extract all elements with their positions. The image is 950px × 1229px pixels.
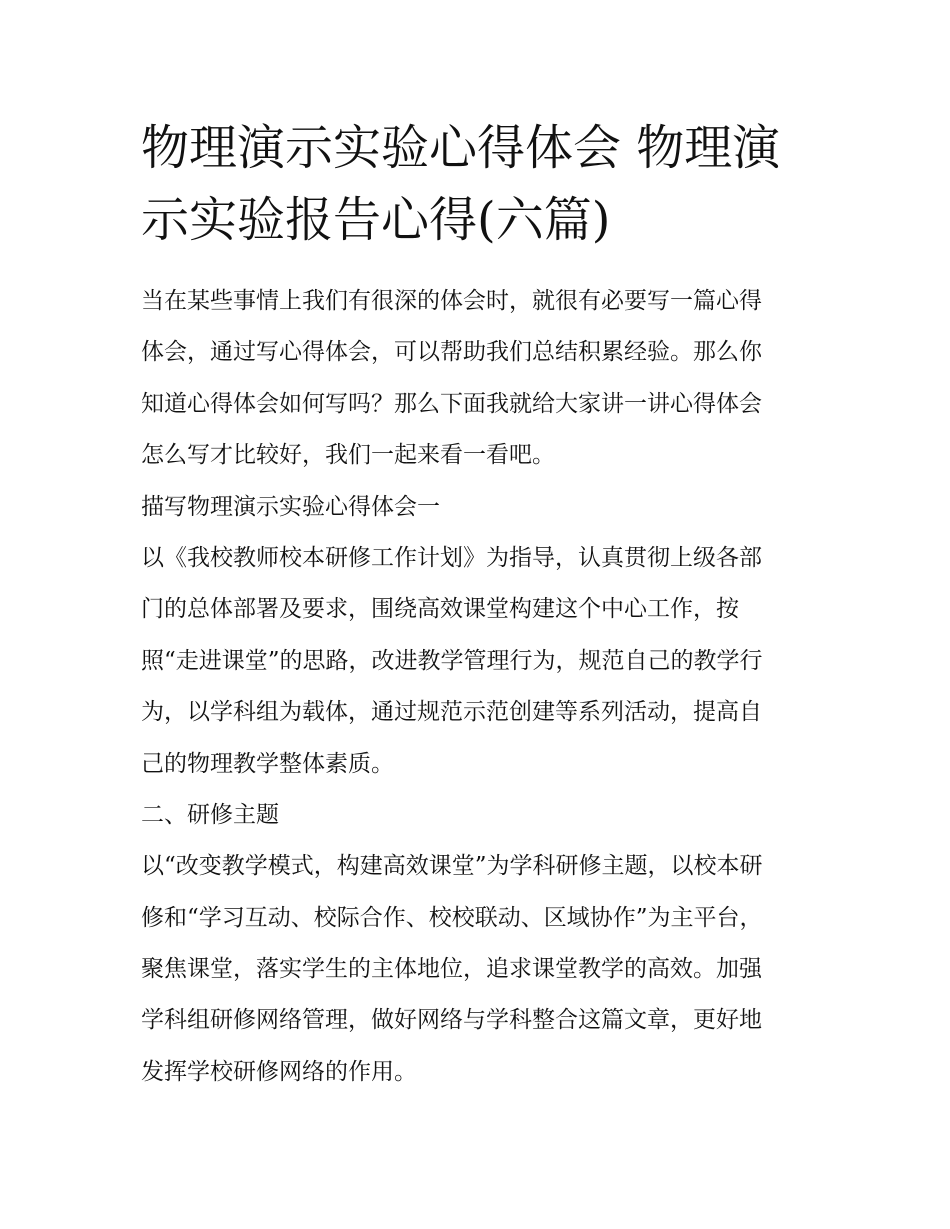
intro-paragraph-line: 体会，通过写心得体会，可以帮助我们总结积累经验。那么你 [141,339,762,366]
section-1-paragraph-line: 照“走进课堂”的思路，改进教学管理行为，规范自己的教学行 [141,647,763,674]
section-1-paragraph-line: 己的物理教学整体素质。 [141,750,394,777]
intro-paragraph-line: 当在某些事情上我们有很深的体会时，就很有必要写一篇心得 [141,288,762,314]
section-2-paragraph-line: 发挥学校研修网络的作用。 [141,1058,417,1085]
title-line-2: 示实验报告心得(六篇) [141,192,611,248]
document-body [141,276,821,1098]
intro-paragraph-line: 知道心得体会如何写吗？那么下面我就给大家讲一讲心得体会 [141,390,762,417]
section-heading-1: 描写物理演示实验心得体会一 [141,493,440,520]
title-line-1: 物理演示实验心得体会 物理演 [141,120,781,176]
section-heading-2: 二、研修主题 [141,801,279,828]
intro-paragraph-line: 怎么写才比较好，我们一起来看一看吧。 [141,442,555,469]
section-2-paragraph-line: 以“改变教学模式，构建高效课堂”为学科研修主题，以校本研 [141,853,763,880]
section-1-paragraph-line: 为，以学科组为载体，通过规范示范创建等系列活动，提高自 [141,699,762,726]
section-2-paragraph-line: 聚焦课堂，落实学生的主体地位，追求课堂教学的高效。加强 [141,956,762,983]
section-2-paragraph-line: 修和“学习互动、校际合作、校校联动、区域协作”为主平台， [141,904,763,931]
section-2-paragraph-line: 学科组研修网络管理，做好网络与学科整合这篇文章，更好地 [141,1007,762,1034]
section-1-paragraph-line: 门的总体部署及要求，围绕高效课堂构建这个中心工作，按 [141,596,739,623]
section-1-paragraph-line: 以《我校教师校本研修工作计划》为指导，认真贯彻上级各部 [141,544,762,571]
document-title [141,112,821,256]
